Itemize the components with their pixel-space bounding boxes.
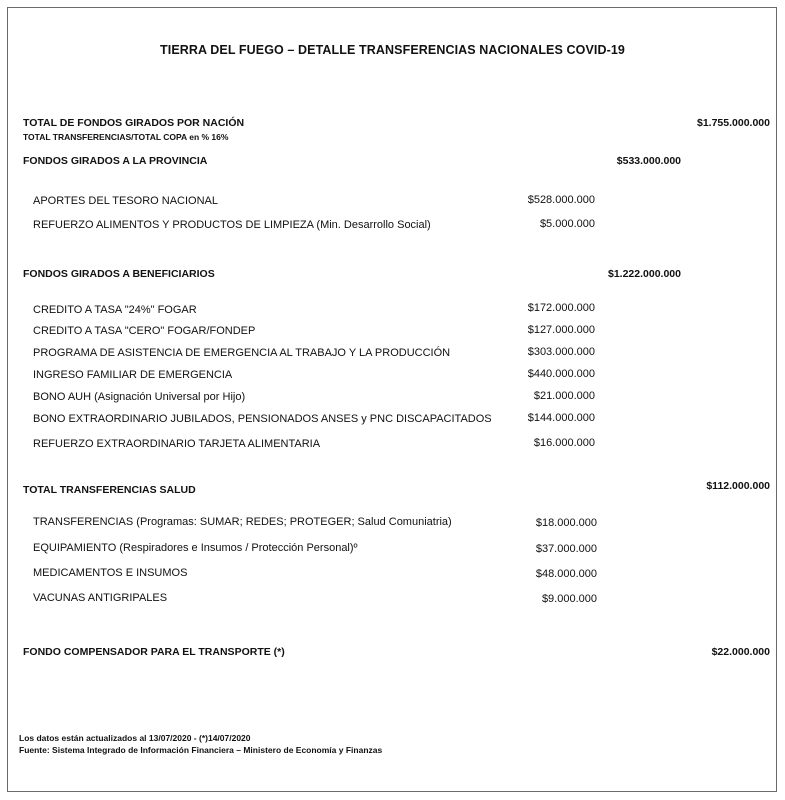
footer-update-note: Los datos están actualizados al 13/07/2020 - (*)14/07/2020 [19,733,251,743]
transporte-amount: $22.000.000 [711,646,770,658]
footer-source: Fuente: Sistema Integrado de Información Financiera – Ministero de Economía y Finanzas [19,745,383,755]
beneficiarios-amount: $1.222.000.000 [608,268,681,280]
beneficiarios-item-amount: $16.000.000 [533,437,595,449]
beneficiarios-item-label: CREDITO A TASA "CERO" FOGAR/FONDEP [33,325,256,337]
provincia-item-amount: $528.000.000 [527,194,595,206]
beneficiarios-item-label: REFUERZO EXTRAORDINARIO TARJETA ALIMENTARIA [33,438,321,450]
total-amount: $1.755.000.000 [697,117,770,129]
salud-amount: $112.000.000 [706,480,770,492]
salud-item-label: EQUIPAMIENTO (Respiradores e Insumos / Protección Personal)º [33,542,358,554]
provincia-item-label: REFUERZO ALIMENTOS Y PRODUCTOS DE LIMPIEZA (Min. Desarrollo Social) [33,219,431,231]
beneficiarios-item-label: BONO AUH (Asignación Universal por Hijo) [33,391,246,403]
beneficiarios-item-amount: $21.000.000 [533,390,595,402]
beneficiarios-item-amount: $440.000.000 [527,368,595,380]
beneficiarios-item-label: PROGRAMA DE ASISTENCIA DE EMERGENCIA AL TRABAJO Y LA PRODUCCIÓN [33,347,451,359]
salud-item-label: VACUNAS ANTIGRIPALES [33,592,168,604]
beneficiarios-item-amount: $172.000.000 [527,302,595,314]
transporte-heading: FONDO COMPENSADOR PARA EL TRANSPORTE (*) [23,646,285,658]
salud-item-amount: $37.000.000 [535,543,597,555]
provincia-item-label: APORTES DEL TESORO NACIONAL [33,195,219,207]
provincia-item-amount: $5.000.000 [539,218,595,230]
beneficiarios-item-amount: $127.000.000 [527,324,595,336]
provincia-heading: FONDOS GIRADOS A LA PROVINCIA [23,155,208,167]
provincia-amount: $533.000.000 [616,155,681,167]
beneficiarios-item-label: INGRESO FAMILIAR DE EMERGENCIA [33,369,233,381]
total-label: TOTAL DE FONDOS GIRADOS POR NACIÓN [23,117,245,129]
salud-item-label: MEDICAMENTOS E INSUMOS [33,567,188,579]
beneficiarios-item-label: CREDITO A TASA "24%" FOGAR [33,304,197,316]
beneficiarios-item-amount: $144.000.000 [527,412,595,424]
total-ratio: TOTAL TRANSFERENCIAS/TOTAL COPA en % 16% [23,132,229,142]
salud-item-amount: $9.000.000 [541,593,597,605]
salud-item-amount: $18.000.000 [535,517,597,529]
salud-item-amount: $48.000.000 [535,568,597,580]
beneficiarios-item-amount: $303.000.000 [527,346,595,358]
beneficiarios-heading: FONDOS GIRADOS A BENEFICIARIOS [23,268,215,280]
beneficiarios-item-label: BONO EXTRAORDINARIO JUBILADOS, PENSIONADOS ANSES y PNC DISCAPACITADOS [33,413,492,425]
page-title: TIERRA DEL FUEGO – DETALLE TRANSFERENCIAS NACIONALES COVID-19 [160,43,625,57]
salud-heading: TOTAL TRANSFERENCIAS SALUD [23,484,196,496]
salud-item-label: TRANSFERENCIAS (Programas: SUMAR; REDES; PROTEGER; Salud Comuniatria) [33,516,452,528]
